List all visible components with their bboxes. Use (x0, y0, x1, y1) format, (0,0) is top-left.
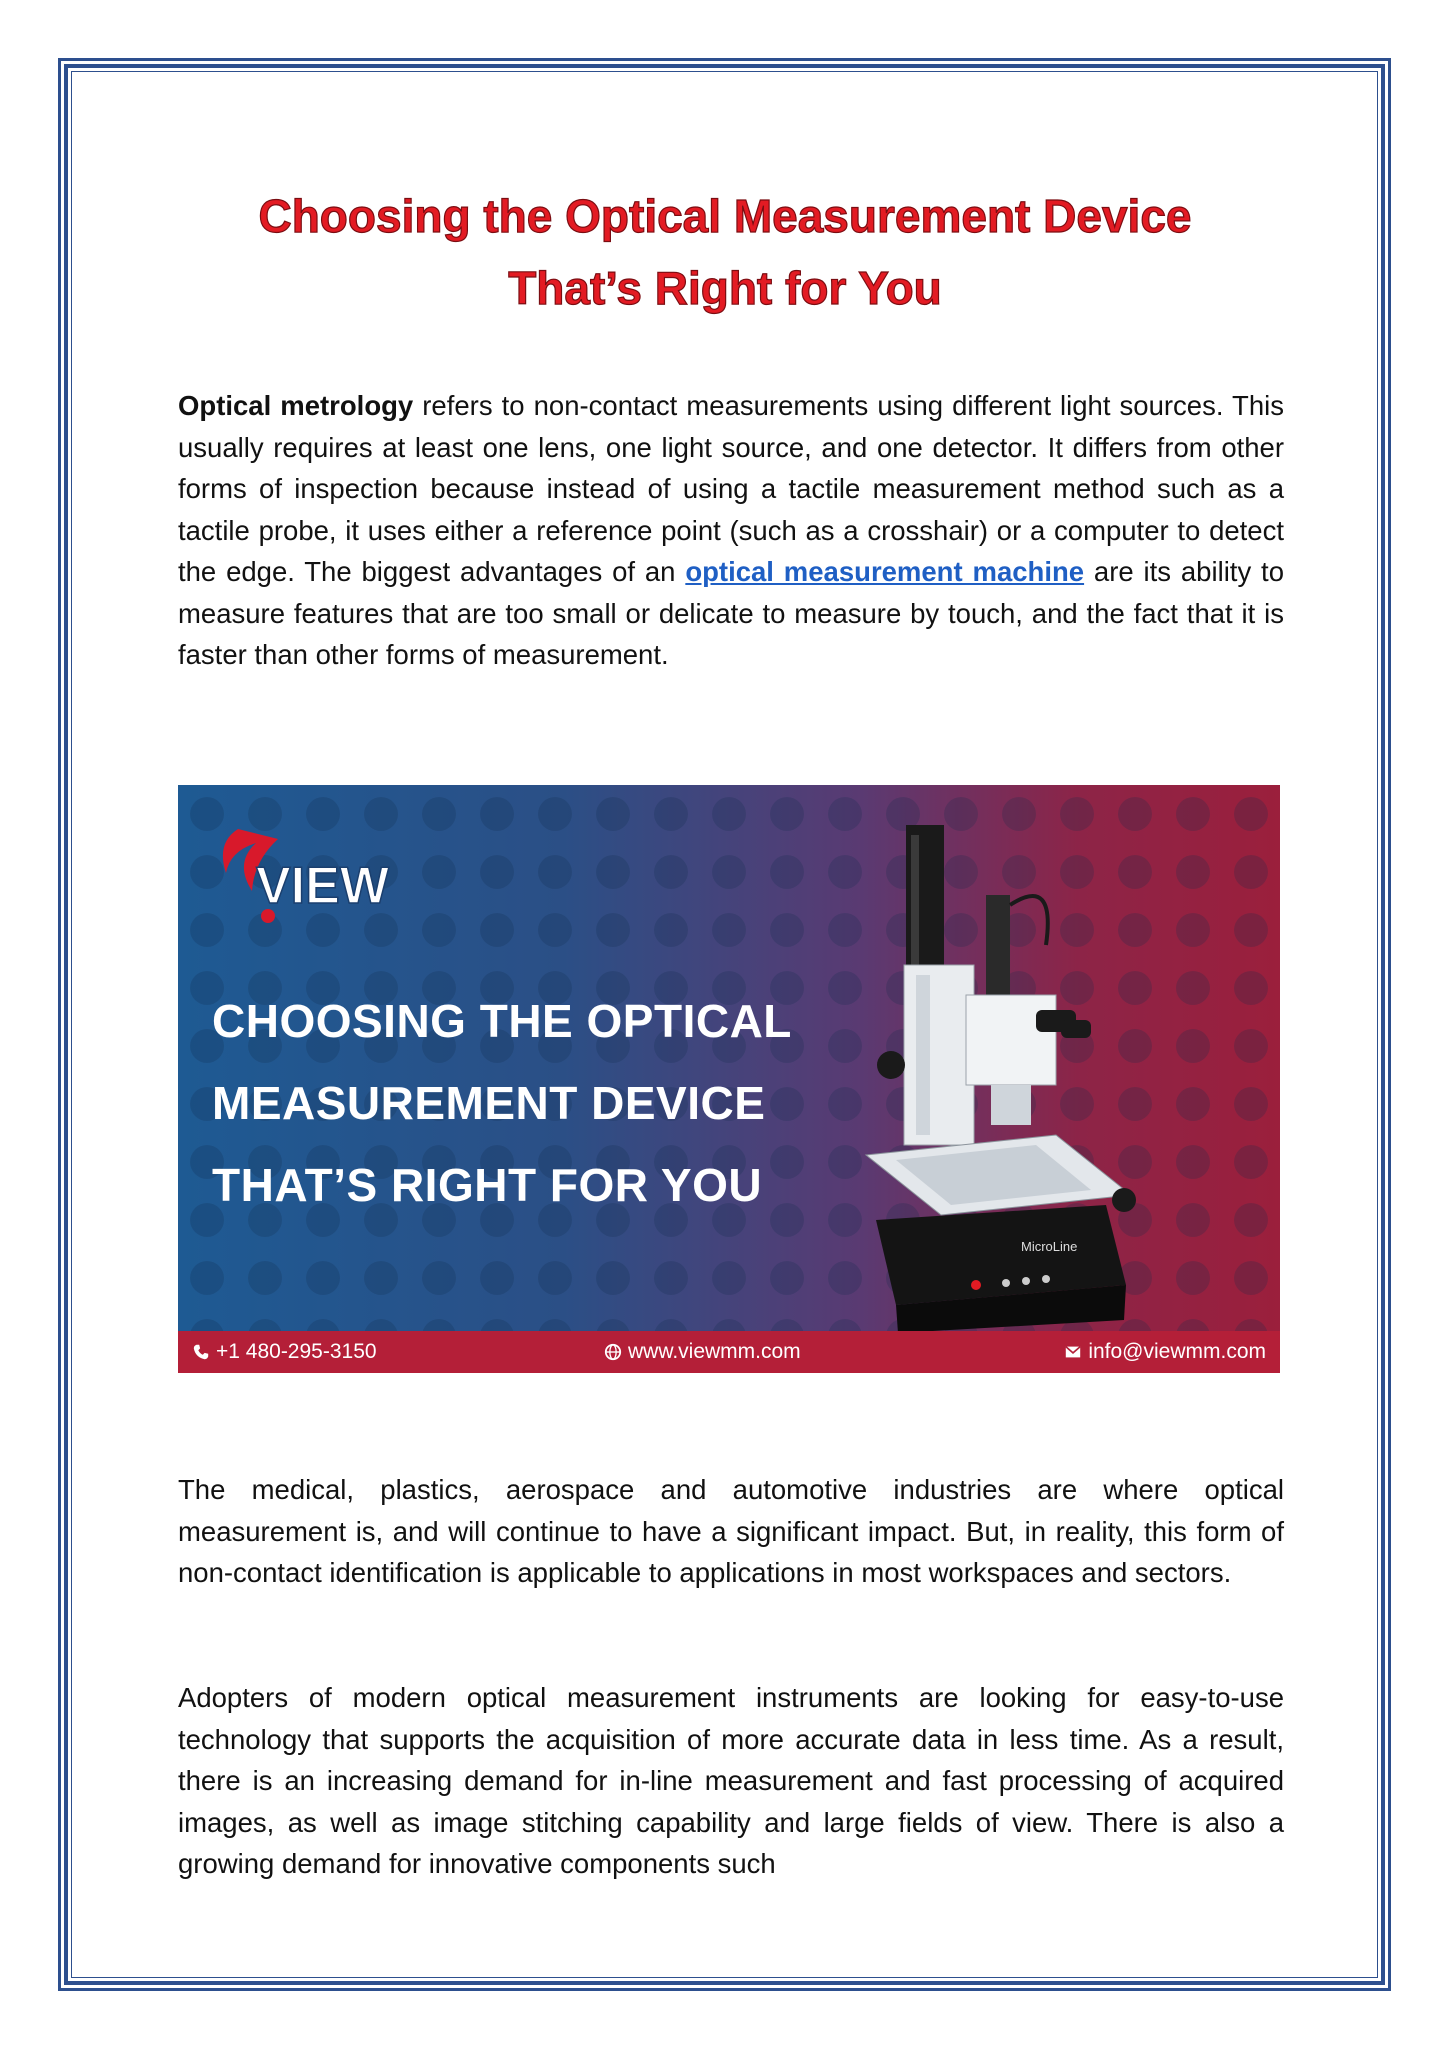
title-line-2: That’s Right for You (508, 262, 942, 314)
intro-text-after-link: are its ability to measure features that are too small or delicate to measure by touch, and the fact that it is faster than other forms of measurement. (178, 556, 1284, 670)
mail-icon (1064, 1343, 1082, 1361)
banner-phone-text: +1 480-295-3150 (216, 1340, 377, 1363)
banner-website-text: www.viewmm.com (628, 1340, 801, 1363)
banner-email-text: info@viewmm.com (1088, 1340, 1266, 1363)
intro-paragraph (178, 385, 1284, 676)
banner-headline-line-3: THAT’S RIGHT FOR YOU (212, 1159, 763, 1211)
microline-machine-image (856, 815, 1136, 1335)
banner-website (604, 1331, 801, 1373)
banner-headline (212, 980, 792, 1226)
globe-icon (604, 1343, 622, 1361)
logo-text: VIEW (256, 857, 389, 915)
title-line-1: Choosing the Optical Measurement Device (258, 190, 1192, 242)
banner-phone (192, 1331, 377, 1373)
industries-paragraph: The medical, plastics, aerospace and automotive industries are where optical measurement is, and will continue to have a significant impact. But, in reality, this form of non-contact identification is applicable to applications in most workspaces and sectors. (178, 1474, 1284, 1588)
banner-email (1064, 1331, 1266, 1373)
intro-bold-term: Optical metrology (178, 390, 414, 421)
page-title (170, 180, 1280, 324)
machine-label: MicroLine (1021, 1239, 1078, 1254)
banner-headline-line-2: MEASUREMENT DEVICE (212, 1077, 766, 1129)
banner-headline-line-1: CHOOSING THE OPTICAL (212, 995, 792, 1047)
phone-icon (192, 1343, 210, 1361)
optical-measurement-machine-link[interactable]: optical measurement machine (685, 556, 1085, 587)
adopters-paragraph: Adopters of modern optical measurement instruments are looking for easy-to-use technology that supports the acquisition of more accurate data in less time. As a result, there is an increasing demand for in-line measurement and fast processing of acquired images, as well as image stitching capability and large fields of view. There is also a growing demand for innovative components such (178, 1682, 1284, 1879)
banner-contact-bar (178, 1331, 1280, 1373)
view-logo (208, 821, 408, 931)
intro-text-before-link: refers to non-contact measurements using different light sources. This usually requires at least one lens, one light source, and one detector. It differs from other forms of inspection because instead of using a tactile measurement method such as a tactile probe, it uses either a reference point (such as a crosshair) or a computer to detect the edge. The biggest advantages of an (178, 390, 1284, 587)
banner-image (178, 785, 1280, 1373)
